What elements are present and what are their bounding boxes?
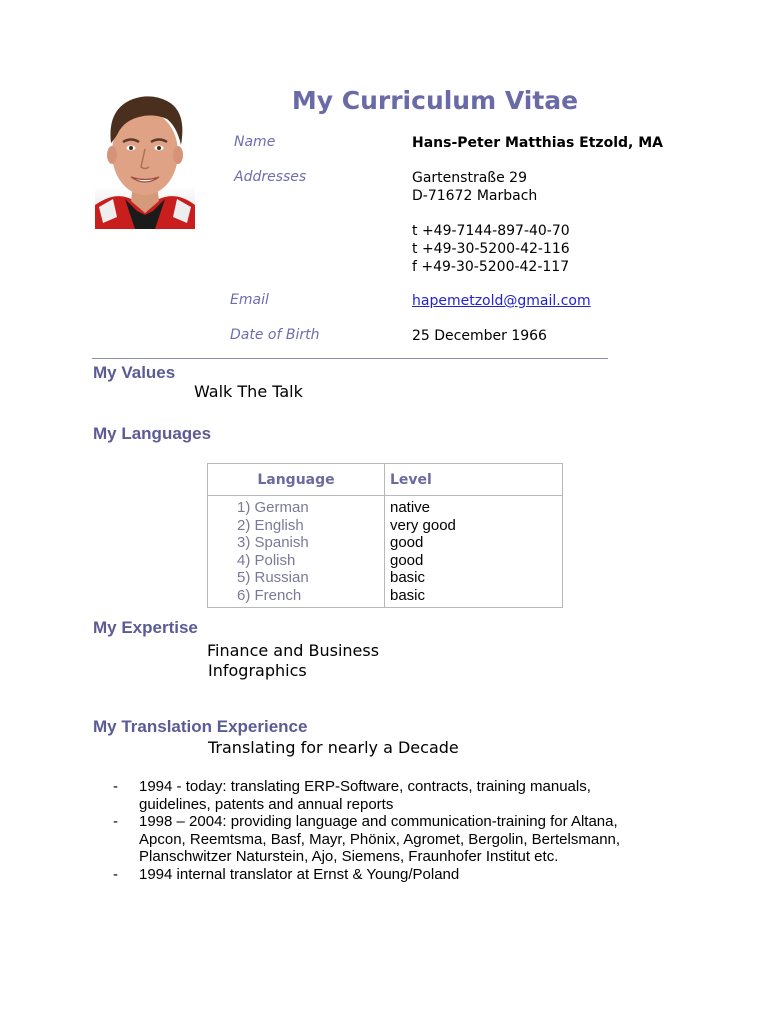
date-of-birth-label: Date of Birth (230, 327, 320, 343)
list-item (113, 813, 673, 866)
portrait-image (95, 87, 195, 229)
date-of-birth-value: 25 December 1966 (412, 328, 547, 344)
language-name: 1) German (237, 499, 309, 516)
language-level: good (390, 551, 424, 569)
section-divider (92, 358, 608, 359)
addresses-label: Addresses (234, 169, 307, 185)
language-level: very good (390, 516, 456, 534)
translation-heading: My Translation Experience (93, 717, 308, 736)
list-item (113, 778, 673, 813)
phone-1: t +49-7144-897-40-70 (412, 223, 570, 239)
language-name: 2) English (237, 516, 304, 534)
language-name: 3) Spanish (237, 534, 309, 552)
language-level: basic (390, 586, 426, 604)
translation-experience-list (113, 778, 673, 883)
column-header-language: Language (208, 464, 385, 496)
bullet-dash: - (113, 778, 118, 795)
list-item-line: Apcon, Reemtsma, Basf, Mayr, Phönix, Agromet, Bergolin, Bertelsmann, (139, 830, 621, 848)
email-value (412, 292, 591, 310)
values-heading: My Values (93, 363, 176, 382)
language-name: 4) Polish (237, 551, 296, 569)
values-text: Walk The Talk (194, 382, 303, 401)
fax-number: f +49-30-5200-42-117 (412, 259, 570, 275)
expertise-heading: My Expertise (93, 618, 198, 637)
name-label: Name (234, 134, 276, 150)
language-name: 5) Russian (237, 569, 309, 587)
list-item-line: 1998 – 2004: providing language and communication-training for Altana, (139, 813, 618, 830)
table-header-row (208, 464, 563, 496)
column-header-level: Level (385, 464, 563, 496)
level-cell (385, 496, 563, 608)
translation-subheading: Translating for nearly a Decade (208, 738, 459, 757)
profile-photo (95, 87, 195, 229)
page-title: My Curriculum Vitae (291, 86, 579, 115)
address-line-2: D-71672 Marbach (412, 188, 538, 204)
address-line-1: Gartenstraße 29 (412, 170, 527, 186)
list-item-line: 1994 internal translator at Ernst & Young/Poland (139, 865, 460, 883)
language-cell (208, 496, 385, 608)
expertise-line-2: Infographics (208, 661, 307, 680)
language-level: basic (390, 569, 426, 587)
language-level: good (390, 534, 424, 552)
languages-heading: My Languages (93, 424, 212, 443)
bullet-dash: - (113, 813, 118, 830)
list-item-line: guidelines, patents and annual reports (139, 795, 394, 813)
list-item-line: Planschwitzer Naturstein, Ajo, Siemens, Fraunhofer Institut etc. (139, 848, 559, 865)
table-row (208, 496, 563, 608)
email-label: Email (230, 292, 269, 308)
list-item-line: 1994 - today: translating ERP-Software, contracts, training manuals, (139, 778, 591, 795)
list-item (113, 866, 673, 884)
expertise-line-1: Finance and Business (207, 641, 380, 660)
language-level: native (390, 499, 431, 516)
name-value: Hans-Peter Matthias Etzold, MA (412, 135, 663, 151)
email-link[interactable]: hapemetzold@gmail.com (412, 293, 591, 309)
language-name: 6) French (237, 586, 302, 604)
bullet-dash: - (113, 865, 118, 883)
phone-2: t +49-30-5200-42-116 (412, 241, 570, 257)
languages-table (207, 463, 563, 608)
